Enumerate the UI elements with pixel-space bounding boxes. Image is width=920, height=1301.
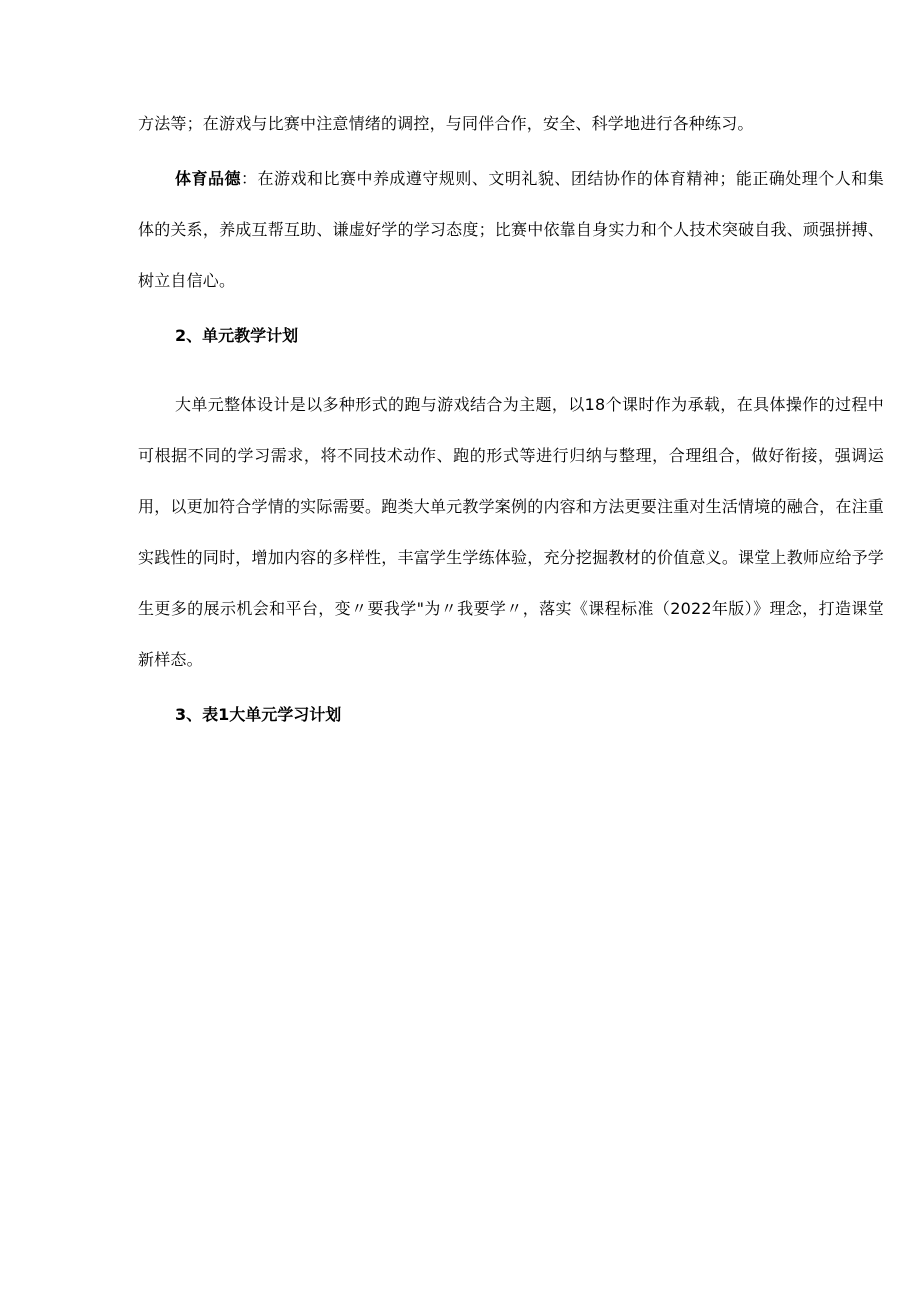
paragraph-sports-morality [138,153,884,306]
sports-morality-label: 体育品德 [175,169,241,188]
paragraph-methods: 方法等；在游戏与比赛中注意情绪的调控，与同伴合作，安全、科学地进行各种练习。 [138,114,754,133]
spacer [138,361,884,379]
section-3-heading: 3、表1大单元学习计划 [175,705,342,724]
document-content [138,98,884,740]
section-2-heading: 2、单元教学计划 [175,326,299,345]
sports-morality-text: ：在游戏和比赛中养成遵守规则、文明礼貌、团结协作的体育精神；能正确处理个人和集体的关系，养成互帮互助、谦虚好学的学习态度；比赛中依靠自身实力和个人技术突破自我、顽强拼搏、树立自信心。 [138,169,884,290]
paragraph-unit-teaching-plan: 大单元整体设计是以多种形式的跑与游戏结合为主题，以18个课时作为承载，在具体操作的过程中可根据不同的学习需求，将不同技术动作、跑的形式等进行归纳与整理，合理组合，做好衔接，强调运用，以更加符合学情的实际需要。跑类大单元教学案例的内容和方法更要注重对生活情境的融合，在注重实践性的同时，增加内容的多样性，丰富学生学练体验，充分挖掘教材的价值意义。课堂上教师应给予学生更多的展示机会和平台，变〃要我学"为〃我要学〃，落实《课程标准（2022年版）》理念，打造课堂新样态。 [138,395,884,669]
